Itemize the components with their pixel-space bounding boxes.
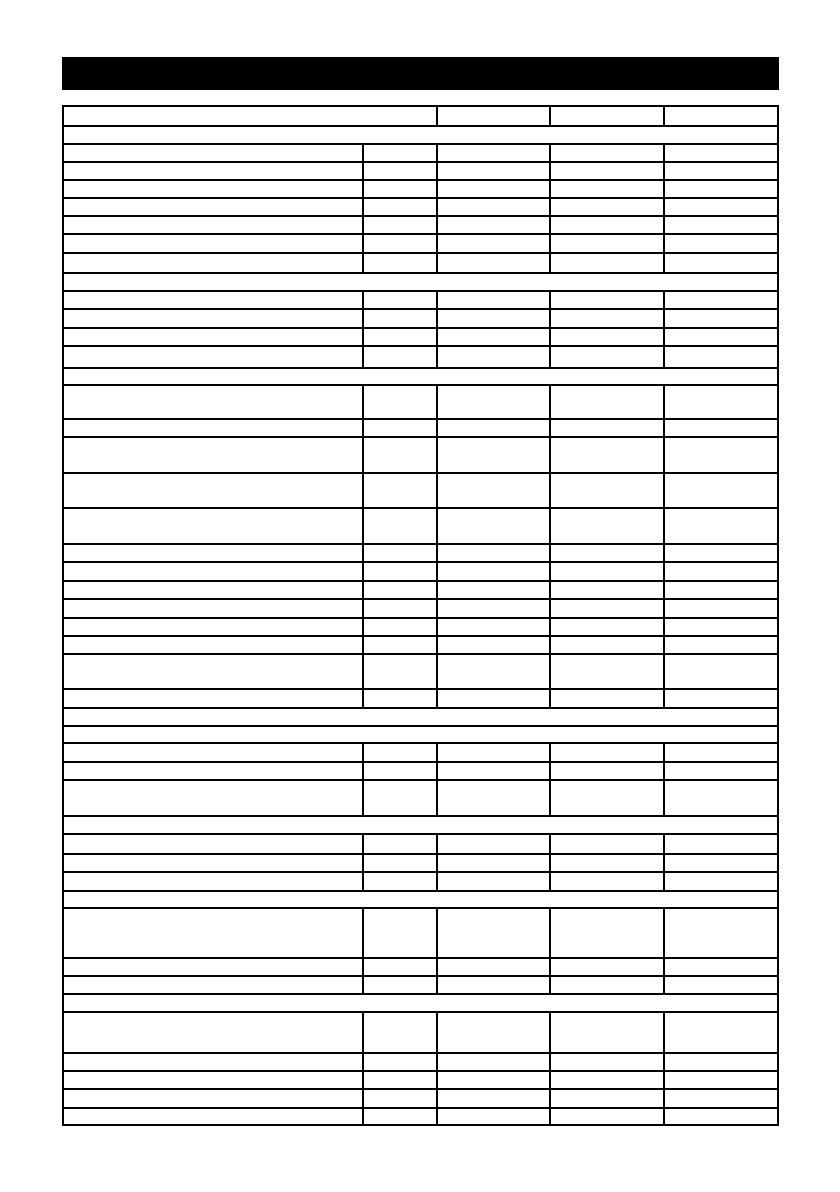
table-cell xyxy=(363,654,437,689)
table-row xyxy=(63,1108,778,1125)
table-cell xyxy=(664,419,778,437)
table-cell xyxy=(63,126,778,144)
table-cell xyxy=(664,162,778,180)
table-cell xyxy=(63,618,363,636)
table-cell xyxy=(550,908,664,958)
table-cell xyxy=(437,1071,550,1089)
table-cell xyxy=(63,994,778,1012)
table-cell xyxy=(664,581,778,599)
table-cell xyxy=(437,346,550,368)
table-cell xyxy=(664,1108,778,1125)
table-cell xyxy=(63,958,363,976)
table-cell xyxy=(363,473,437,508)
table-cell xyxy=(63,419,363,437)
table-cell xyxy=(664,291,778,309)
table-row xyxy=(63,854,778,872)
table-cell xyxy=(363,976,437,994)
table-cell xyxy=(550,958,664,976)
table-cell xyxy=(664,762,778,780)
table-cell xyxy=(550,636,664,654)
table-cell xyxy=(437,958,550,976)
section-row xyxy=(63,273,778,291)
table-cell xyxy=(363,1108,437,1125)
table-cell xyxy=(63,562,363,581)
table-row xyxy=(63,162,778,180)
table-row xyxy=(63,958,778,976)
table-cell xyxy=(664,1012,778,1053)
table-cell xyxy=(664,976,778,994)
table-cell xyxy=(550,216,664,234)
table-cell xyxy=(437,419,550,437)
table-cell xyxy=(550,198,664,216)
table-row xyxy=(63,654,778,689)
table-row xyxy=(63,473,778,508)
table-cell xyxy=(664,654,778,689)
table-cell xyxy=(550,291,664,309)
table-cell xyxy=(363,180,437,198)
table-row xyxy=(63,216,778,234)
table-cell xyxy=(363,854,437,872)
table-cell xyxy=(550,162,664,180)
table-cell xyxy=(550,581,664,599)
table-row xyxy=(63,198,778,216)
table-cell xyxy=(363,581,437,599)
table-row xyxy=(63,309,778,328)
table-row xyxy=(63,636,778,654)
table-cell xyxy=(664,743,778,762)
table-cell xyxy=(63,708,778,726)
section-row xyxy=(63,368,778,385)
table-cell xyxy=(550,872,664,891)
table-cell xyxy=(664,309,778,328)
table-row xyxy=(63,743,778,762)
table-cell xyxy=(664,562,778,581)
table-cell xyxy=(63,544,363,562)
table-cell xyxy=(550,599,664,618)
table-cell xyxy=(550,762,664,780)
table-cell xyxy=(363,780,437,816)
table-row xyxy=(63,180,778,198)
table-cell xyxy=(437,762,550,780)
table-row xyxy=(63,976,778,994)
table-cell xyxy=(63,328,363,346)
table-cell xyxy=(550,106,664,126)
table-cell xyxy=(63,908,363,958)
table-cell xyxy=(550,309,664,328)
blank-form-table xyxy=(62,105,779,1126)
table-cell xyxy=(664,216,778,234)
table-cell xyxy=(63,162,363,180)
table-cell xyxy=(63,780,363,816)
table-cell xyxy=(437,581,550,599)
table-cell xyxy=(550,1108,664,1125)
table-cell xyxy=(363,599,437,618)
table-cell xyxy=(63,689,363,708)
table-row xyxy=(63,780,778,816)
table-cell xyxy=(550,834,664,854)
table-cell xyxy=(664,1053,778,1071)
table-cell xyxy=(363,328,437,346)
table-row xyxy=(63,253,778,273)
table-row xyxy=(63,419,778,437)
section-row xyxy=(63,994,778,1012)
table-cell xyxy=(437,385,550,419)
table-row xyxy=(63,1053,778,1071)
table-cell xyxy=(63,816,778,834)
table-cell xyxy=(363,618,437,636)
table-cell xyxy=(63,234,363,253)
table-cell xyxy=(363,958,437,976)
table-cell xyxy=(363,346,437,368)
section-row xyxy=(63,726,778,743)
table-cell xyxy=(437,743,550,762)
table-cell xyxy=(437,544,550,562)
table-cell xyxy=(664,854,778,872)
table-cell xyxy=(63,106,437,126)
table-row xyxy=(63,908,778,958)
table-row xyxy=(63,1071,778,1089)
table-cell xyxy=(363,198,437,216)
table-cell xyxy=(437,198,550,216)
table-cell xyxy=(363,834,437,854)
table-cell xyxy=(437,162,550,180)
table-cell xyxy=(437,654,550,689)
table-cell xyxy=(664,385,778,419)
table-row xyxy=(63,581,778,599)
table-cell xyxy=(664,253,778,273)
table-cell xyxy=(664,346,778,368)
table-cell xyxy=(363,1089,437,1108)
table-cell xyxy=(437,1089,550,1108)
table-cell xyxy=(63,726,778,743)
table-row xyxy=(63,144,778,162)
table-cell xyxy=(63,599,363,618)
table-cell xyxy=(63,1089,363,1108)
table-cell xyxy=(550,346,664,368)
table-cell xyxy=(550,144,664,162)
table-cell xyxy=(63,144,363,162)
table-row xyxy=(63,872,778,891)
table-cell xyxy=(664,689,778,708)
table-cell xyxy=(550,1089,664,1108)
table-cell xyxy=(437,689,550,708)
table-cell xyxy=(550,562,664,581)
table-cell xyxy=(363,291,437,309)
table-cell xyxy=(363,908,437,958)
table-cell xyxy=(550,854,664,872)
table-cell xyxy=(550,180,664,198)
table-row xyxy=(63,689,778,708)
table-cell xyxy=(63,872,363,891)
table-cell xyxy=(550,385,664,419)
table-cell xyxy=(437,473,550,508)
table-cell xyxy=(63,1108,363,1125)
table-cell xyxy=(63,273,778,291)
table-cell xyxy=(550,654,664,689)
table-cell xyxy=(363,144,437,162)
table-cell xyxy=(363,234,437,253)
table-cell xyxy=(550,689,664,708)
table-cell xyxy=(550,780,664,816)
table-cell xyxy=(664,599,778,618)
table-cell xyxy=(63,1053,363,1071)
table-cell xyxy=(363,385,437,419)
table-cell xyxy=(437,854,550,872)
table-cell xyxy=(437,328,550,346)
table-cell xyxy=(437,976,550,994)
table-cell xyxy=(550,437,664,473)
table-cell xyxy=(550,473,664,508)
table-row xyxy=(63,544,778,562)
table-cell xyxy=(63,473,363,508)
table-cell xyxy=(437,291,550,309)
table-cell xyxy=(63,743,363,762)
table-cell xyxy=(363,1012,437,1053)
table-cell xyxy=(63,180,363,198)
table-cell xyxy=(363,309,437,328)
table-row xyxy=(63,508,778,544)
table-cell xyxy=(63,854,363,872)
table-cell xyxy=(664,872,778,891)
table-cell xyxy=(437,1053,550,1071)
table-cell xyxy=(664,908,778,958)
table-row xyxy=(63,346,778,368)
table-cell xyxy=(363,872,437,891)
table-cell xyxy=(437,144,550,162)
table-cell xyxy=(550,328,664,346)
table-cell xyxy=(63,368,778,385)
table-cell xyxy=(363,419,437,437)
table-cell xyxy=(550,253,664,273)
table-cell xyxy=(550,1012,664,1053)
table-cell xyxy=(437,908,550,958)
table-cell xyxy=(550,976,664,994)
section-row xyxy=(63,816,778,834)
table-cell xyxy=(63,762,363,780)
table-cell xyxy=(664,328,778,346)
table-cell xyxy=(63,385,363,419)
table-cell xyxy=(664,958,778,976)
table-cell xyxy=(664,508,778,544)
header-row xyxy=(63,106,778,126)
table-cell xyxy=(437,618,550,636)
table-row xyxy=(63,437,778,473)
table-cell xyxy=(664,106,778,126)
table-cell xyxy=(437,437,550,473)
table-cell xyxy=(550,544,664,562)
table-cell xyxy=(437,599,550,618)
table-cell xyxy=(363,743,437,762)
table-cell xyxy=(664,780,778,816)
table-cell xyxy=(63,437,363,473)
table-cell xyxy=(363,762,437,780)
table-cell xyxy=(63,253,363,273)
table-row xyxy=(63,291,778,309)
table-cell xyxy=(664,437,778,473)
table-cell xyxy=(437,253,550,273)
table-cell xyxy=(63,636,363,654)
table-cell xyxy=(664,544,778,562)
table-row xyxy=(63,562,778,581)
table-cell xyxy=(363,162,437,180)
table-cell xyxy=(550,1053,664,1071)
table-cell xyxy=(664,473,778,508)
table-row xyxy=(63,1089,778,1108)
table-cell xyxy=(664,834,778,854)
table-cell xyxy=(437,562,550,581)
table-cell xyxy=(437,309,550,328)
section-row xyxy=(63,126,778,144)
table-row xyxy=(63,618,778,636)
table-cell xyxy=(437,636,550,654)
table-row xyxy=(63,234,778,253)
table-cell xyxy=(550,508,664,544)
table-cell xyxy=(63,216,363,234)
table-cell xyxy=(437,1012,550,1053)
table-row xyxy=(63,762,778,780)
table-cell xyxy=(437,834,550,854)
table-cell xyxy=(664,144,778,162)
table-cell xyxy=(437,780,550,816)
table-cell xyxy=(363,1053,437,1071)
section-row xyxy=(63,708,778,726)
table-row xyxy=(63,599,778,618)
table-cell xyxy=(63,309,363,328)
table-cell xyxy=(63,834,363,854)
table-cell xyxy=(363,562,437,581)
table-cell xyxy=(63,198,363,216)
table-row xyxy=(63,385,778,419)
table-cell xyxy=(437,1108,550,1125)
table-cell xyxy=(437,872,550,891)
table-cell xyxy=(63,1012,363,1053)
table-cell xyxy=(664,198,778,216)
table-cell xyxy=(437,180,550,198)
table-row xyxy=(63,834,778,854)
table-body xyxy=(63,106,778,1125)
table-cell xyxy=(63,976,363,994)
table-cell xyxy=(550,618,664,636)
table-cell xyxy=(664,234,778,253)
table-cell xyxy=(63,654,363,689)
table-cell xyxy=(664,1089,778,1108)
table-cell xyxy=(363,508,437,544)
table-cell xyxy=(550,1071,664,1089)
table-cell xyxy=(363,253,437,273)
table-cell xyxy=(664,618,778,636)
table-cell xyxy=(550,234,664,253)
table-cell xyxy=(664,180,778,198)
table-cell xyxy=(363,544,437,562)
table-cell xyxy=(437,106,550,126)
table-cell xyxy=(363,689,437,708)
table-cell xyxy=(63,581,363,599)
table-cell xyxy=(63,346,363,368)
redacted-title-bar xyxy=(62,57,779,90)
table-cell xyxy=(63,1071,363,1089)
section-row xyxy=(63,891,778,908)
table-cell xyxy=(63,891,778,908)
table-cell xyxy=(664,636,778,654)
table-cell xyxy=(437,216,550,234)
table-cell xyxy=(437,234,550,253)
table-cell xyxy=(550,419,664,437)
table-row xyxy=(63,328,778,346)
table-cell xyxy=(363,216,437,234)
table-cell xyxy=(664,1071,778,1089)
table-cell xyxy=(363,1071,437,1089)
table-cell xyxy=(63,291,363,309)
table-cell xyxy=(363,636,437,654)
table-cell xyxy=(550,743,664,762)
table-cell xyxy=(363,437,437,473)
table-cell xyxy=(63,508,363,544)
table-row xyxy=(63,1012,778,1053)
table-cell xyxy=(437,508,550,544)
